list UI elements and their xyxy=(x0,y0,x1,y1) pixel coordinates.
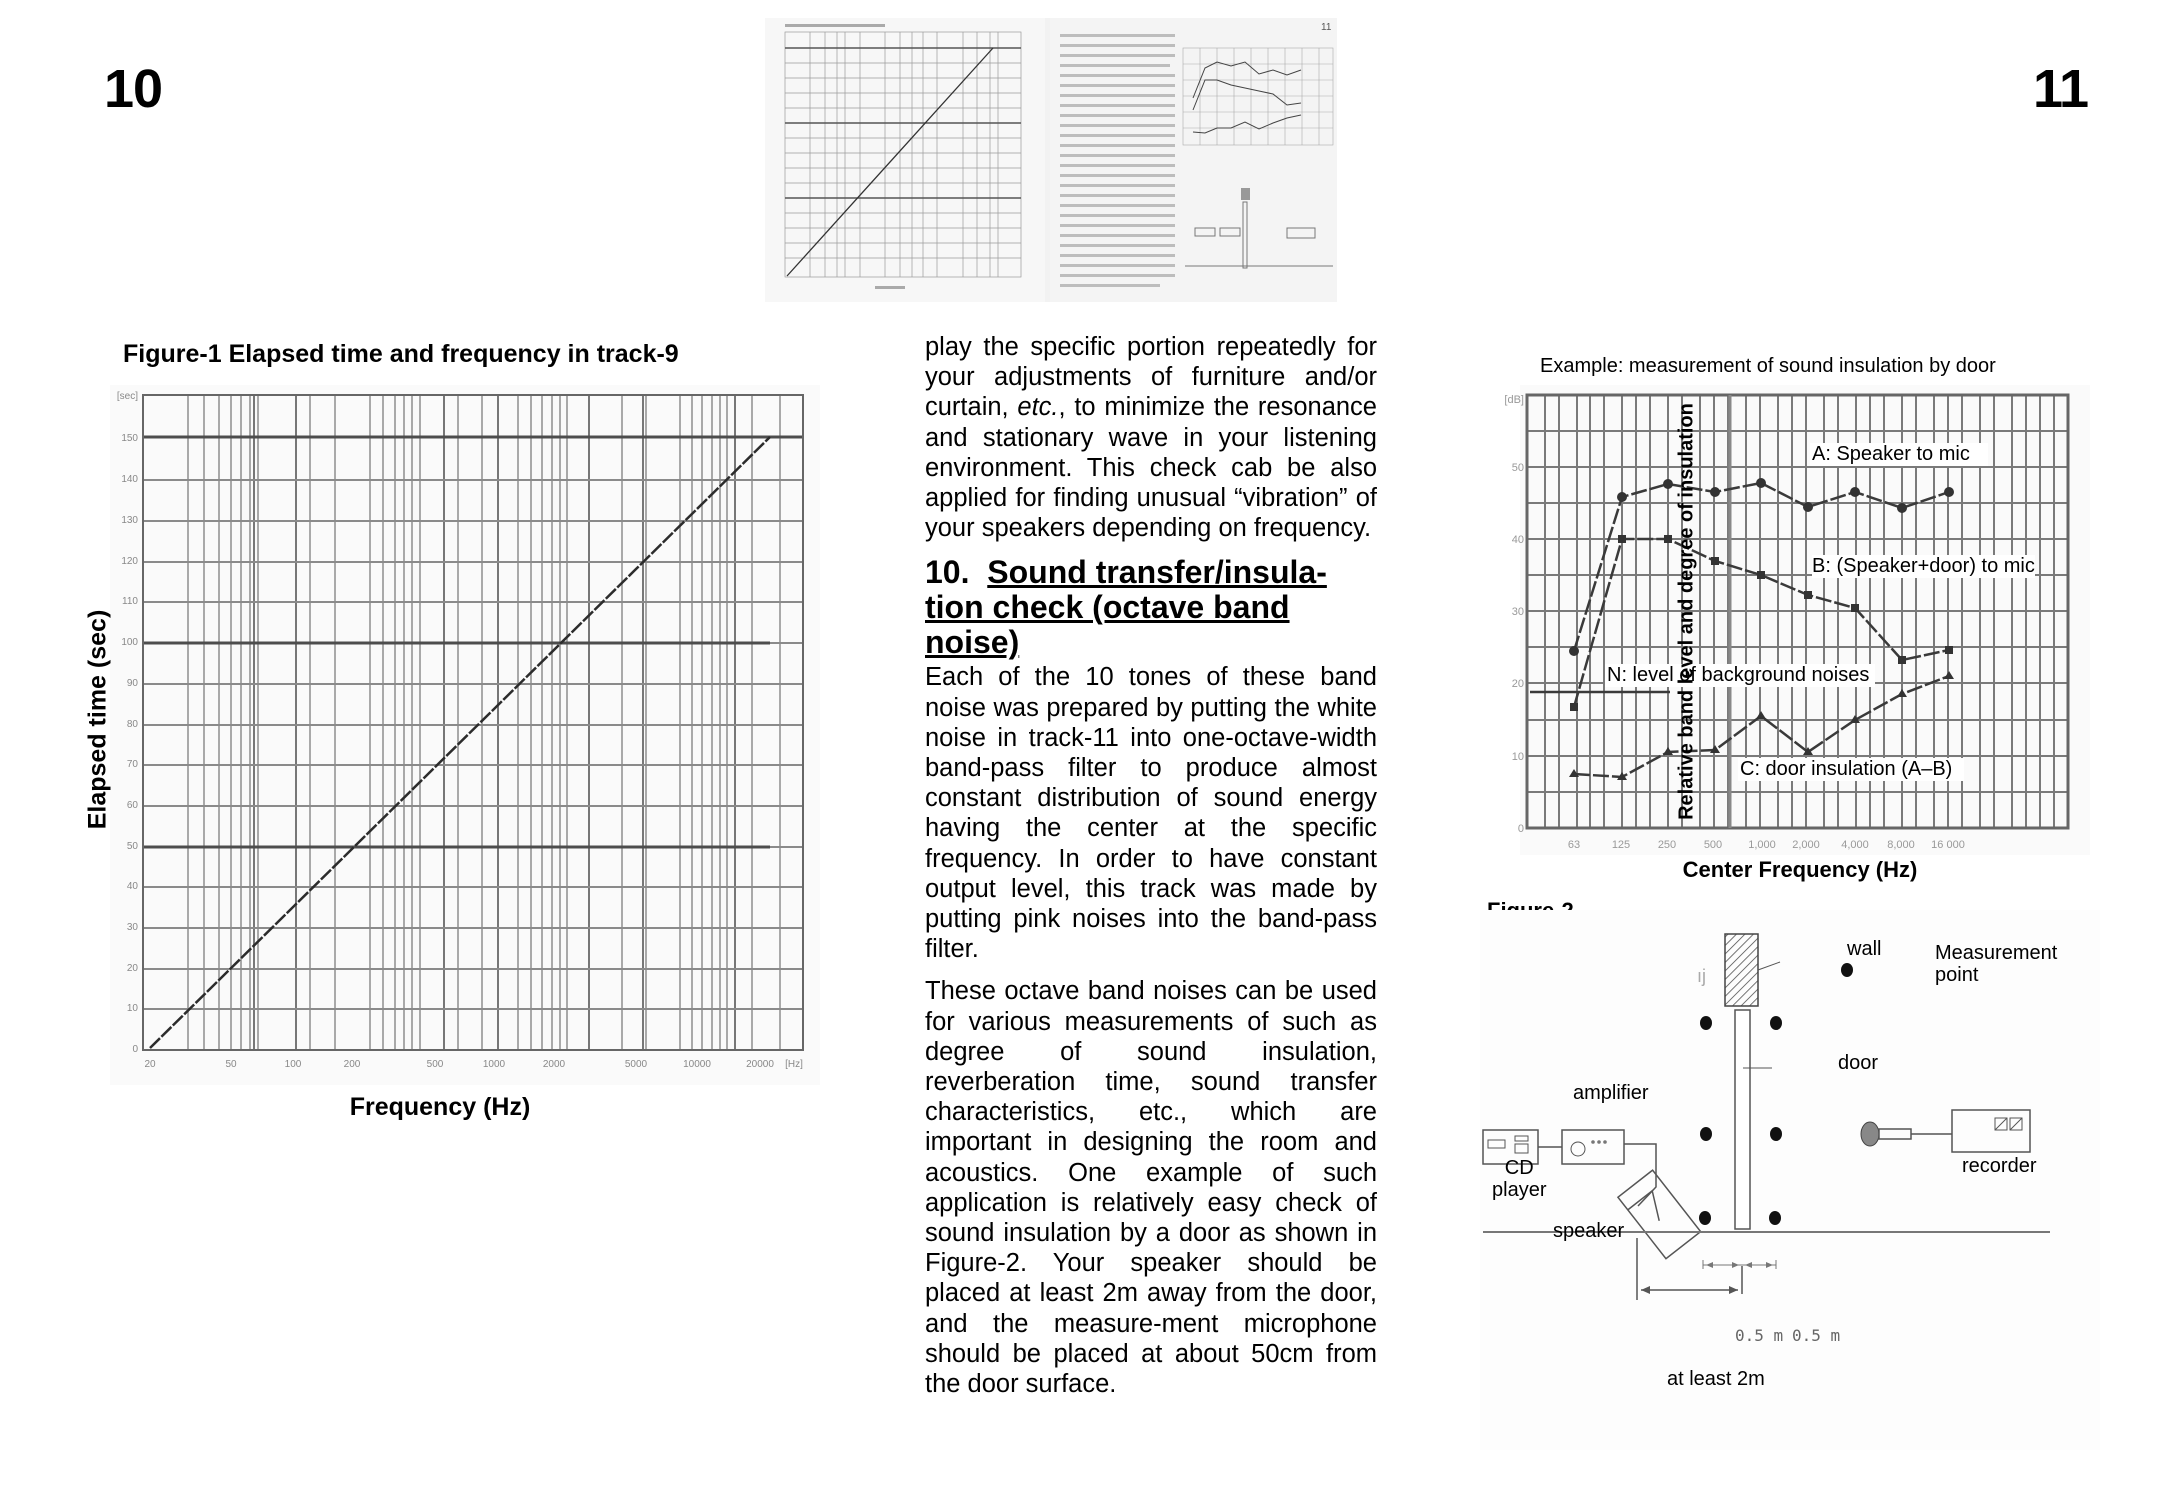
svg-text:4,000: 4,000 xyxy=(1841,839,1869,851)
svg-text:20000: 20000 xyxy=(746,1059,774,1070)
section-title-line2: tion check (octave band xyxy=(925,589,1290,626)
svg-text:50: 50 xyxy=(1511,462,1524,474)
svg-text:50: 50 xyxy=(126,841,138,852)
svg-text:100: 100 xyxy=(121,637,138,648)
svg-text:0: 0 xyxy=(132,1044,138,1055)
section-title-line1: Sound transfer/insula- xyxy=(987,554,1327,591)
svg-text:2,000: 2,000 xyxy=(1792,839,1820,851)
svg-text:500: 500 xyxy=(426,1059,444,1070)
door xyxy=(1735,1010,1750,1229)
svg-text:10000: 10000 xyxy=(683,1059,711,1070)
svg-text:125: 125 xyxy=(1611,839,1631,851)
svg-text:2000: 2000 xyxy=(542,1059,566,1070)
svg-text:150: 150 xyxy=(121,433,138,444)
cd-player-label-line1: CD xyxy=(1504,1157,1534,1179)
svg-text:16 000: 16 000 xyxy=(1931,839,1965,851)
series-c-label: C: door insulation (A–B) xyxy=(1738,758,1964,781)
insulation-chart xyxy=(1500,385,2090,855)
figure2-diagram xyxy=(1480,910,2100,1450)
distance-label: at least 2m xyxy=(1667,1368,1765,1390)
paragraph-1 xyxy=(925,332,1377,543)
dimension-left-label: 0.5 m xyxy=(1735,1326,1784,1345)
left-page-number: 10 xyxy=(104,59,163,119)
svg-text:140: 140 xyxy=(121,474,138,485)
svg-text:40: 40 xyxy=(1511,534,1524,546)
dimension-right-label: 0.5 m xyxy=(1792,1326,1841,1345)
svg-text:90: 90 xyxy=(126,678,138,689)
series-b-label: B: (Speaker+door) to mic xyxy=(1812,555,2035,577)
svg-text:0: 0 xyxy=(1517,823,1524,835)
figure1-y-axis-label: Elapsed time (sec) xyxy=(83,609,112,830)
svg-text:[sec]: [sec] xyxy=(116,391,138,402)
wall-label: wall xyxy=(1847,938,1882,960)
paragraph-3: These octave band noises can be used for various measurements of such as degree of sound insulation, reverberation time, sound transfer characteristics, etc., which are important in designing the room and acoustics. One example of such application is relatively easy check of sound insulation by a door as shown in Figure-2. Your speaker should be placed at least 2m away from the door, and the measure-ment microphone should be placed at about 50cm from the door surface. xyxy=(925,977,1377,1399)
figure1-title: Figure-1 Elapsed time and frequency in track-9 xyxy=(123,340,679,368)
right-page-number: 11 xyxy=(2033,59,2089,119)
svg-text:40: 40 xyxy=(126,881,138,892)
svg-text:63: 63 xyxy=(1567,839,1581,851)
svg-text:20: 20 xyxy=(144,1059,156,1070)
measurement-point-label-line2: point xyxy=(1935,964,1979,986)
section-number: 10. xyxy=(925,554,970,591)
section-title-line3: noise) xyxy=(925,624,1020,661)
paragraph-1-text-a: play the specific portion repeatedly for your adjustments of furniture and/or curtain, xyxy=(925,333,1377,422)
insulation-chart-x-axis-label: Center Frequency (Hz) xyxy=(1682,857,1918,882)
wall-block xyxy=(1725,934,1758,1006)
insulation-chart-y-axis-label: Relative band level and degree of insulation xyxy=(1675,403,1698,820)
measurement-point-label xyxy=(1935,942,2057,986)
svg-text:130: 130 xyxy=(121,515,138,526)
svg-text:20: 20 xyxy=(1511,678,1524,690)
text-column xyxy=(925,332,1377,1411)
insulation-chart-title: Example: measurement of sound insulation by door xyxy=(1540,355,1996,377)
cd-player-label-line2: player xyxy=(1492,1179,1547,1201)
svg-text:1000: 1000 xyxy=(482,1059,506,1070)
svg-text:30: 30 xyxy=(126,922,138,933)
door-label: door xyxy=(1838,1052,1879,1074)
svg-text:1,000: 1,000 xyxy=(1748,839,1776,851)
microphone-icon xyxy=(1861,1122,1879,1146)
svg-text:10: 10 xyxy=(1511,751,1524,763)
figure1-x-axis-label: Frequency (Hz) xyxy=(349,1093,531,1121)
svg-text:[dB]: [dB] xyxy=(1504,394,1524,406)
svg-text:60: 60 xyxy=(126,800,138,811)
section-heading xyxy=(925,555,1377,660)
recorder-label: recorder xyxy=(1962,1155,2037,1177)
svg-text:500: 500 xyxy=(1703,839,1723,851)
svg-text:70: 70 xyxy=(126,759,138,770)
svg-text:ıj: ıj xyxy=(1697,966,1706,986)
svg-text:120: 120 xyxy=(121,556,138,567)
svg-text:8,000: 8,000 xyxy=(1887,839,1915,851)
svg-text:50: 50 xyxy=(225,1059,237,1070)
svg-text:110: 110 xyxy=(122,596,138,607)
svg-text:[Hz]: [Hz] xyxy=(785,1059,803,1070)
speaker-label: speaker xyxy=(1553,1220,1625,1242)
amplifier-label: amplifier xyxy=(1573,1082,1649,1104)
series-a-label: A: Speaker to mic xyxy=(1810,443,1988,466)
svg-text:30: 30 xyxy=(1511,606,1524,618)
paragraph-1-text-b: , to minimize the resonance and stationary wave in your listening environment. This check cab be also applied for finding unusual “vibration” of your speakers depending on frequency. xyxy=(925,393,1377,543)
paragraph-1-emphasis: etc. xyxy=(1017,393,1059,422)
measurement-point-label-line1: Measurement xyxy=(1935,942,2058,964)
svg-text:200: 200 xyxy=(343,1059,361,1070)
series-n-label: N: level of background noises xyxy=(1605,664,1875,687)
paragraph-2: Each of the 10 tones of these band noise was prepared by putting the white noise in track-11 into one-octave-width band-pass filter to produce almost constant distribution of sound energy having the center at the specific frequency. In order to have constant output level, this track was made by putting pink noises into the band-pass filter. xyxy=(925,663,1377,964)
thumbnail-page-number: 11 xyxy=(1321,22,1332,33)
svg-text:250: 250 xyxy=(1657,839,1677,851)
svg-text:20: 20 xyxy=(126,963,138,974)
svg-text:5000: 5000 xyxy=(624,1059,648,1070)
svg-text:80: 80 xyxy=(126,719,138,730)
figure1-chart xyxy=(80,385,820,1085)
svg-text:100: 100 xyxy=(284,1059,302,1070)
original-scan-thumbnail xyxy=(765,18,1337,302)
svg-text:10: 10 xyxy=(126,1003,138,1014)
cd-player-label xyxy=(1492,1157,1546,1201)
